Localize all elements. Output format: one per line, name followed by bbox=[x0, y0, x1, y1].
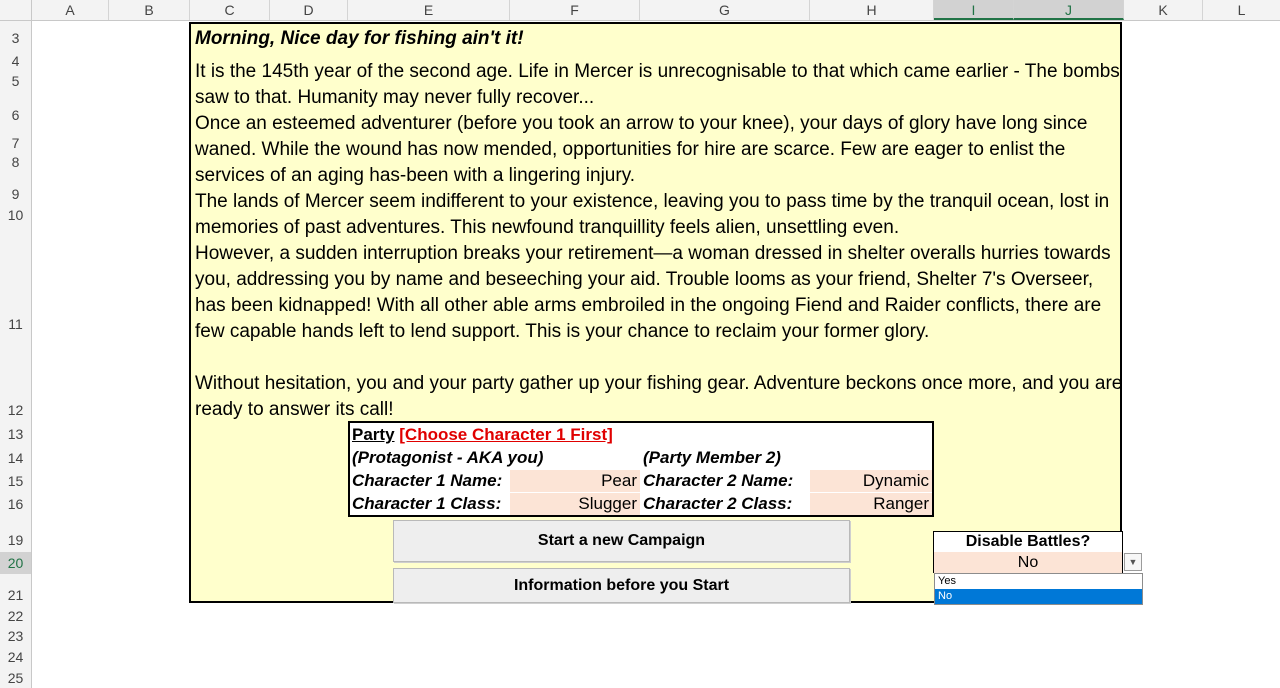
story-paragraph-3: The lands of Mercer seem indifferent to your existence, leaving you to pass time by the tranquil ocean, lost in memories of past adventures. This newfound tranquillity feels alien, unsettling even. bbox=[195, 191, 1110, 238]
character-2-class-label: Character 2 Class: bbox=[643, 494, 793, 513]
select-all-corner[interactable] bbox=[0, 0, 32, 20]
row-header-23[interactable]: 23 bbox=[7, 628, 24, 644]
column-header-b[interactable]: B bbox=[109, 0, 190, 20]
column-header-l[interactable]: L bbox=[1237, 2, 1246, 18]
character-1-name-field[interactable]: Pear bbox=[510, 470, 640, 492]
column-header-k[interactable]: K bbox=[1124, 0, 1203, 20]
character-1-class-label: Character 1 Class: bbox=[352, 494, 502, 513]
row-header-12[interactable]: 12 bbox=[7, 402, 24, 418]
row-header-5[interactable]: 5 bbox=[11, 73, 20, 89]
disable-battles-cell[interactable]: No bbox=[934, 552, 1122, 573]
column-header-f[interactable]: F bbox=[510, 0, 640, 20]
dropdown-option-no[interactable]: No bbox=[935, 589, 1142, 604]
row-header-20[interactable]: 20 bbox=[0, 552, 31, 574]
party-heading bbox=[352, 424, 613, 446]
column-header-d[interactable]: D bbox=[270, 0, 348, 20]
disable-battles-label: Disable Battles? bbox=[965, 533, 1091, 550]
row-header-bar bbox=[0, 21, 32, 688]
column-header-bar bbox=[0, 0, 1280, 21]
story-paragraph-1: It is the 145th year of the second age. Life in Mercer is unrecognisable to that which came earlier - The bombs saw to that. Humanity may never fully recover... bbox=[195, 61, 1120, 108]
column-header-h[interactable]: H bbox=[810, 0, 934, 20]
row-header-14[interactable]: 14 bbox=[7, 450, 24, 466]
row-header-7[interactable]: 7 bbox=[11, 135, 20, 151]
row-header-10[interactable]: 10 bbox=[7, 207, 24, 223]
column-header-a[interactable]: A bbox=[32, 0, 109, 20]
disable-battles-box bbox=[933, 531, 1123, 573]
party-hint[interactable]: [Choose Character 1 First] bbox=[399, 425, 613, 444]
row-header-25[interactable]: 25 bbox=[7, 670, 24, 686]
party-member-2-label: (Party Member 2) bbox=[643, 448, 781, 467]
information-button[interactable]: Information before you Start bbox=[393, 568, 850, 603]
column-header-c[interactable]: C bbox=[190, 0, 270, 20]
row-header-21[interactable]: 21 bbox=[7, 587, 24, 603]
row-header-11[interactable]: 11 bbox=[8, 316, 23, 332]
story-paragraph-5: Without hesitation, you and your party gather up your fishing gear. Adventure beckons once more, and you are ready to answer its call! bbox=[195, 373, 1123, 420]
story-title: Morning, Nice day for fishing ain't it! bbox=[195, 28, 524, 49]
column-header-i[interactable]: I bbox=[934, 0, 1014, 20]
row-header-22[interactable]: 22 bbox=[7, 608, 24, 624]
dropdown-option-yes[interactable]: Yes bbox=[938, 575, 956, 587]
protagonist-label: (Protagonist - AKA you) bbox=[352, 448, 544, 467]
story-paragraph-2: Once an esteemed adventurer (before you took an arrow to your knee), your days of glory have long since waned. While the wound has now mended, opportunities for hire are scarce. Few are eager to enlist the services of an aging has-been with a lingering injury. bbox=[195, 113, 1088, 186]
row-header-9[interactable]: 9 bbox=[11, 186, 20, 202]
row-header-8[interactable]: 8 bbox=[11, 154, 20, 170]
start-campaign-button[interactable]: Start a new Campaign bbox=[393, 520, 850, 562]
character-2-name-field[interactable]: Dynamic bbox=[810, 470, 932, 492]
row-header-16[interactable]: 16 bbox=[7, 496, 24, 512]
character-2-name-label: Character 2 Name: bbox=[643, 471, 794, 490]
row-header-6[interactable]: 6 bbox=[11, 107, 20, 123]
row-header-13[interactable]: 13 bbox=[7, 426, 24, 442]
character-1-name-label: Character 1 Name: bbox=[352, 471, 503, 490]
party-title: Party bbox=[352, 425, 395, 444]
row-header-4[interactable]: 4 bbox=[11, 53, 20, 69]
column-header-e[interactable]: E bbox=[348, 0, 510, 20]
row-header-15[interactable]: 15 bbox=[7, 473, 24, 489]
row-header-3[interactable]: 3 bbox=[11, 30, 20, 46]
dropdown-arrow-icon[interactable]: ▼ bbox=[1124, 553, 1142, 571]
disable-battles-dropdown-list bbox=[934, 573, 1143, 605]
story-paragraph-4: However, a sudden interruption breaks your retirement—a woman dressed in shelter overalls hurries towards you, addressing you by name and beseeching your aid. Trouble looms as your friend, Shelter 7's Overseer, has been kidnapped! With all other able arms embroiled in the ongoing Fiend and Raider conflicts, there are few capable hands left to lend support. This is your chance to reclaim your former glory. bbox=[195, 243, 1111, 342]
column-header-j[interactable]: J bbox=[1014, 0, 1124, 20]
character-2-class-field[interactable]: Ranger bbox=[810, 493, 932, 515]
column-header-g[interactable]: G bbox=[640, 0, 810, 20]
row-header-19[interactable]: 19 bbox=[7, 532, 24, 548]
character-1-class-field[interactable]: Slugger bbox=[510, 493, 640, 515]
party-table bbox=[348, 421, 934, 517]
row-header-24[interactable]: 24 bbox=[7, 649, 24, 665]
